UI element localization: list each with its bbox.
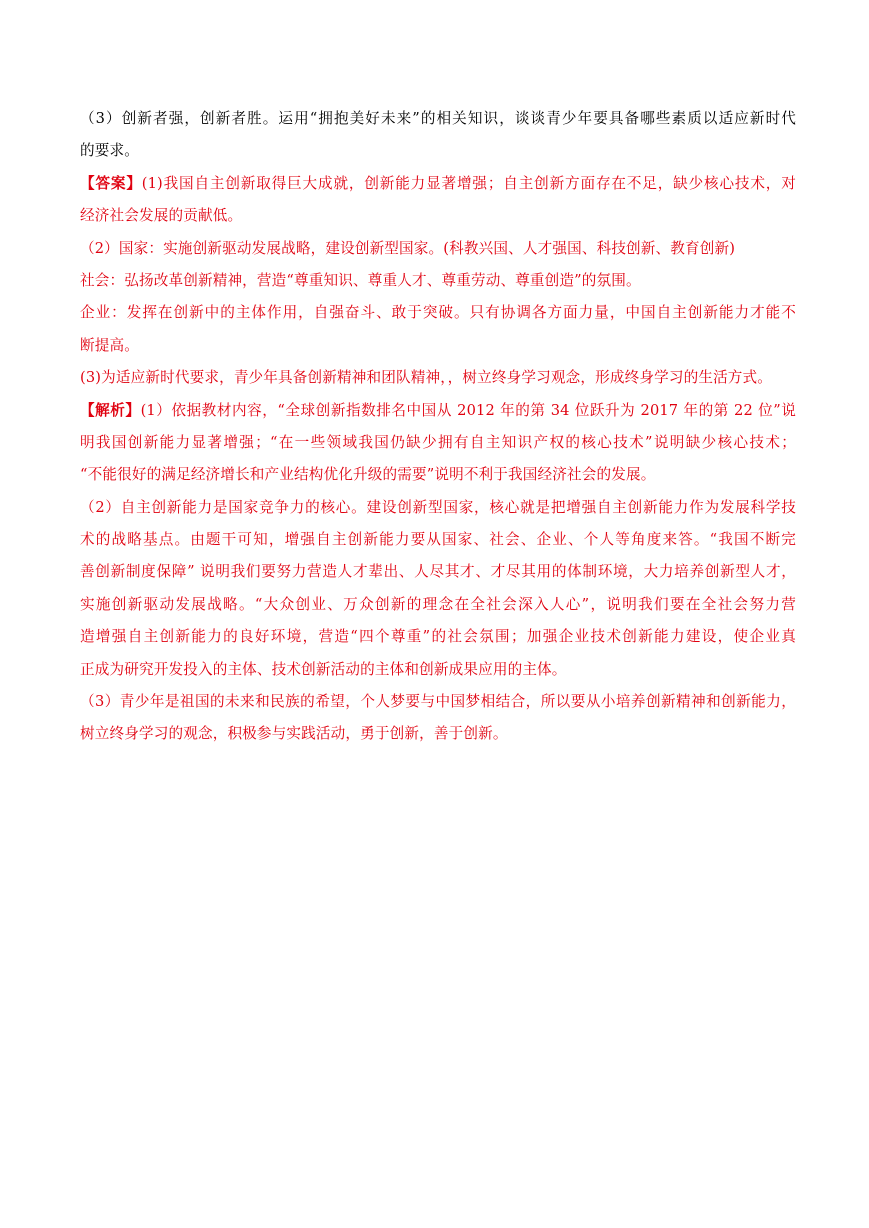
answer-line: （2）国家：实施创新驱动发展战略，建设创新型国家。(科教兴国、人才强国、科技创新、教育创新) (80, 239, 736, 257)
analysis-line: （2）自主创新能力是国家竞争力的核心。建设创新型国家，核心就是把增强自主创新能力作为发展科学技 (80, 498, 796, 516)
answer-line: 社会：弘扬改革创新精神，营造“尊重知识、尊重人才、尊重劳动、尊重创造”的氛围。 (80, 271, 641, 289)
answer-line: 断提高。 (80, 336, 139, 354)
answer-tag: 【答案】 (80, 174, 142, 192)
answer-line: 企业：发挥在创新中的主体作用，自强奋斗、敢于突破。只有协调各方面力量，中国自主创新能力才能不 (80, 304, 796, 322)
analysis-line: 术的战略基点。由题干可知，增强自主创新能力要从国家、社会、企业、个人等角度来答。“我国不断完 (80, 531, 796, 549)
analysis-line: 实施创新驱动发展战略。“大众创业、万众创新的理念在全社会深入人心”，说明我们要在全社会努力营 (80, 595, 796, 613)
question-line: （3）创新者强，创新者胜。运用“拥抱美好未来”的相关知识，谈谈青少年要具备哪些素质以适应新时代 (80, 110, 796, 127)
analysis-line: “不能很好的满足经济增长和产业结构优化升级的需要”说明不利于我国经济社会的发展。 (80, 466, 656, 484)
analysis-line: 树立终身学习的观念，积极参与实践活动，勇于创新，善于创新。 (80, 725, 508, 743)
question-line: 的要求。 (80, 142, 139, 160)
analysis-line: 正成为研究开发投入的主体、技术创新活动的主体和创新成果应用的主体。 (80, 660, 567, 678)
analysis-tag: 【解析】 (80, 401, 141, 419)
analysis-text: (1）依据教材内容，“全球创新指数排名中国从 2012 年的第 34 位跃升为 2017 年的第 22 位”说 (140, 401, 796, 419)
analysis-line: 善创新制度保障” 说明我们要努力营造人才辈出、人尽其才、才尽其用的体制环境，大力培养创新型人才， (80, 563, 796, 581)
analysis-line: （3）青少年是祖国的未来和民族的希望，个人梦要与中国梦相结合，所以要从小培养创新精神和创新能力， (80, 693, 796, 711)
analysis-line: 造增强自主创新能力的良好环境，营造“四个尊重”的社会氛围；加强企业技术创新能力建设，使企业真 (80, 628, 796, 646)
answer-line: 经济社会发展的贡献低。 (80, 207, 243, 225)
answer-line (80, 168, 796, 200)
analysis-line (80, 395, 796, 427)
document-page (80, 103, 796, 751)
analysis-line: 明我国创新能力显著增强；“在一些领域我国仍缺少拥有自主知识产权的核心技术”说明缺少核心技术； (80, 433, 796, 451)
answer-text: (1)我国自主创新取得巨大成就，创新能力显著增强；自主创新方面存在不足，缺少核心技术，对 (141, 174, 796, 192)
answer-line: (3)为适应新时代要求，青少年具备创新精神和团队精神，，树立终身学习观念，形成终身学习的生活方式。 (80, 369, 773, 387)
